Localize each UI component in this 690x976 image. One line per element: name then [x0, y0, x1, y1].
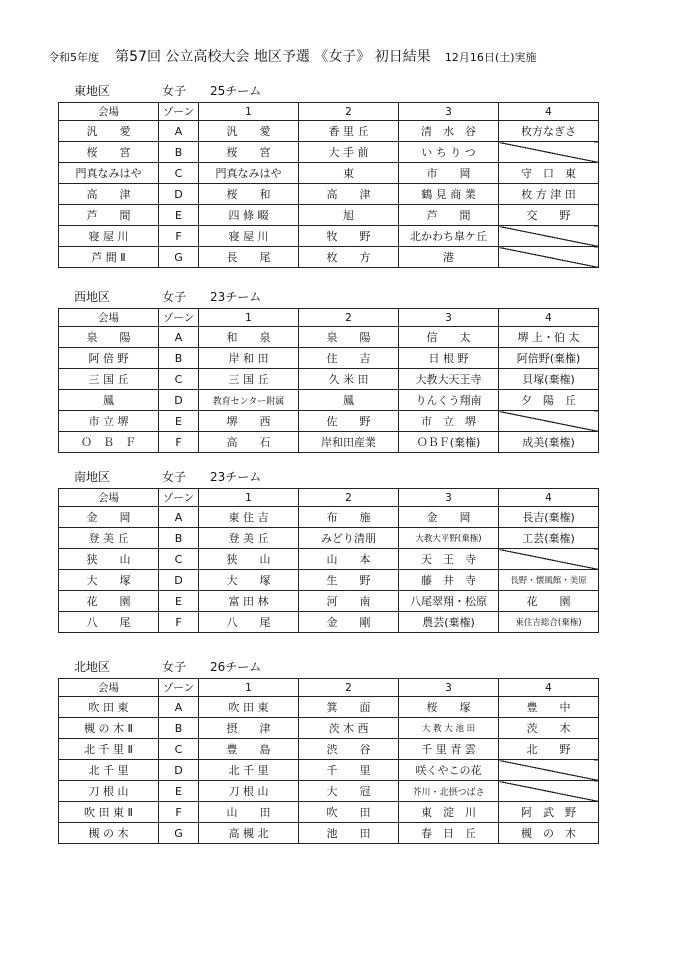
- column-header: 4: [499, 103, 599, 121]
- venue-cell: 寝 屋 川: [59, 226, 159, 247]
- team-cell: 金 岡: [399, 507, 499, 528]
- zone-cell: A: [159, 507, 199, 528]
- team-cell: 大教大天王寺: [399, 369, 499, 390]
- team-cell: 大 手 前: [299, 142, 399, 163]
- table-row: [59, 348, 599, 369]
- team-cell: みどり清朋: [299, 528, 399, 549]
- team-cell: 貝塚(棄権): [499, 369, 599, 390]
- venue-cell: 大 塚: [59, 570, 159, 591]
- empty-slot: [499, 549, 599, 570]
- team-cell: 八 尾: [199, 612, 299, 633]
- team-cell: 北 千 里: [199, 760, 299, 781]
- team-cell: 八尾翠翔・松原: [399, 591, 499, 612]
- team-cell: 茨 木 西: [299, 718, 399, 739]
- zone-cell: C: [159, 369, 199, 390]
- empty-slot: [499, 781, 599, 802]
- team-cell: 芥川・北摂つばさ: [399, 781, 499, 802]
- team-cell: 東: [299, 163, 399, 184]
- table-row: [59, 570, 599, 591]
- gender-label: 女子: [162, 660, 187, 674]
- column-header: 3: [399, 489, 499, 507]
- zone-cell: F: [159, 802, 199, 823]
- table-row: [59, 549, 599, 570]
- team-cell: 大 冠: [299, 781, 399, 802]
- team-cell: 摂 津: [199, 718, 299, 739]
- team-cell: 大教大平野(棄権): [399, 528, 499, 549]
- column-header: 1: [199, 679, 299, 697]
- column-header: 1: [199, 103, 299, 121]
- zone-cell: F: [159, 226, 199, 247]
- table-row: [59, 327, 599, 348]
- team-cell: 桜 宮: [199, 142, 299, 163]
- table-header-row: [59, 309, 599, 327]
- table-row: [59, 612, 599, 633]
- table-row: [59, 411, 599, 432]
- results-table: [58, 102, 599, 268]
- team-cell: 守 口 東: [499, 163, 599, 184]
- district-header: [58, 80, 598, 100]
- team-count: 26チーム: [210, 660, 262, 674]
- zone-cell: B: [159, 142, 199, 163]
- team-cell: 高 槻 北: [199, 823, 299, 844]
- team-cell: 刀 根 山: [199, 781, 299, 802]
- team-cell: 牧 野: [299, 226, 399, 247]
- table-row: [59, 142, 599, 163]
- table-header-row: [59, 103, 599, 121]
- title-main: 第57回 公立高校大会 地区予選 《女子》 初日結果: [115, 49, 431, 65]
- column-header: 1: [199, 309, 299, 327]
- column-header: 2: [299, 103, 399, 121]
- results-table: [58, 678, 599, 844]
- team-cell: りんくう翔南: [399, 390, 499, 411]
- district-name: 南地区: [74, 470, 111, 484]
- team-cell: 大 塚: [199, 570, 299, 591]
- table-row: [59, 718, 599, 739]
- team-cell: 金 剛: [299, 612, 399, 633]
- team-cell: 工芸(棄権): [499, 528, 599, 549]
- district-name: 西地区: [74, 290, 111, 304]
- team-cell: 香 里 丘: [299, 121, 399, 142]
- team-cell: 渋 谷: [299, 739, 399, 760]
- column-header: 会場: [59, 489, 159, 507]
- zone-cell: A: [159, 697, 199, 718]
- team-cell: 交 野: [499, 205, 599, 226]
- zone-cell: D: [159, 570, 199, 591]
- team-cell: 池 田: [299, 823, 399, 844]
- venue-cell: 吹 田 東 Ⅱ: [59, 802, 159, 823]
- zone-cell: D: [159, 390, 199, 411]
- team-cell: 港: [399, 247, 499, 268]
- team-cell: 北かわち皐ケ丘: [399, 226, 499, 247]
- team-cell: 教育センター附属: [199, 390, 299, 411]
- zone-cell: A: [159, 121, 199, 142]
- team-cell: 汎 愛: [199, 121, 299, 142]
- district-name: 東地区: [74, 84, 111, 98]
- empty-slot: [499, 142, 599, 163]
- team-cell: 三 国 丘: [199, 369, 299, 390]
- team-cell: 布 施: [299, 507, 399, 528]
- column-header: 会場: [59, 103, 159, 121]
- title-era: 令和5年度: [48, 51, 99, 64]
- venue-cell: 芦 間: [59, 205, 159, 226]
- team-cell: 枚 方 津 田: [499, 184, 599, 205]
- team-cell: 大 教 大 池 田: [399, 718, 499, 739]
- team-cell: 山 本: [299, 549, 399, 570]
- team-cell: 芦 間: [399, 205, 499, 226]
- column-header: 3: [399, 309, 499, 327]
- venue-cell: 三 国 丘: [59, 369, 159, 390]
- gender-label: 女子: [162, 470, 187, 484]
- column-header: 2: [299, 679, 399, 697]
- zone-cell: C: [159, 549, 199, 570]
- page-title: [48, 46, 648, 66]
- venue-cell: 門真なみはや: [59, 163, 159, 184]
- team-cell: 河 南: [299, 591, 399, 612]
- table-row: [59, 205, 599, 226]
- table-header-row: [59, 489, 599, 507]
- team-cell: 岸和田産業: [299, 432, 399, 453]
- results-table: [58, 488, 599, 633]
- team-cell: 山 田: [199, 802, 299, 823]
- team-cell: 高 津: [299, 184, 399, 205]
- table-header-row: [59, 679, 599, 697]
- table-row: [59, 184, 599, 205]
- table-row: [59, 823, 599, 844]
- zone-cell: E: [159, 411, 199, 432]
- venue-cell: 金 岡: [59, 507, 159, 528]
- table-row: [59, 739, 599, 760]
- column-header: 2: [299, 489, 399, 507]
- empty-slot: [499, 247, 599, 268]
- team-cell: 生 野: [299, 570, 399, 591]
- team-cell: 東住吉総合(棄権): [499, 612, 599, 633]
- table-row: [59, 369, 599, 390]
- column-header: 3: [399, 679, 499, 697]
- zone-cell: E: [159, 205, 199, 226]
- zone-cell: F: [159, 612, 199, 633]
- results-table: [58, 308, 599, 453]
- venue-cell: 高 津: [59, 184, 159, 205]
- team-cell: 箕 面: [299, 697, 399, 718]
- empty-slot: [499, 760, 599, 781]
- venue-cell: Ｏ Ｂ Ｆ: [59, 432, 159, 453]
- team-cell: 春 日 丘: [399, 823, 499, 844]
- team-cell: 旭: [299, 205, 399, 226]
- team-cell: 長吉(棄権): [499, 507, 599, 528]
- zone-cell: C: [159, 739, 199, 760]
- column-header: 4: [499, 489, 599, 507]
- column-header: 2: [299, 309, 399, 327]
- team-cell: 高 石: [199, 432, 299, 453]
- zone-cell: A: [159, 327, 199, 348]
- team-cell: 咲くやこの花: [399, 760, 499, 781]
- venue-cell: 鳳: [59, 390, 159, 411]
- team-cell: 住 吉: [299, 348, 399, 369]
- district-header: [58, 656, 598, 676]
- table-row: [59, 390, 599, 411]
- column-header: ゾーン: [159, 489, 199, 507]
- team-cell: い ち り つ: [399, 142, 499, 163]
- team-cell: 堺 西: [199, 411, 299, 432]
- team-cell: 成美(棄権): [499, 432, 599, 453]
- team-cell: 阿 武 野: [499, 802, 599, 823]
- table-row: [59, 697, 599, 718]
- team-cell: 桜 塚: [399, 697, 499, 718]
- venue-cell: 阿 倍 野: [59, 348, 159, 369]
- team-count: 23チーム: [210, 470, 262, 484]
- team-cell: 登 美 丘: [199, 528, 299, 549]
- district-section: [58, 466, 598, 633]
- zone-cell: B: [159, 348, 199, 369]
- zone-cell: C: [159, 163, 199, 184]
- team-cell: 茨 木: [499, 718, 599, 739]
- team-cell: 藤 井 寺: [399, 570, 499, 591]
- gender-label: 女子: [162, 290, 187, 304]
- table-row: [59, 121, 599, 142]
- table-row: [59, 507, 599, 528]
- venue-cell: 登 美 丘: [59, 528, 159, 549]
- table-row: [59, 591, 599, 612]
- zone-cell: D: [159, 184, 199, 205]
- district-header: [58, 466, 598, 486]
- team-count: 25チーム: [210, 84, 262, 98]
- venue-cell: 八 尾: [59, 612, 159, 633]
- team-cell: 市 立 堺: [399, 411, 499, 432]
- team-cell: 農芸(棄権): [399, 612, 499, 633]
- team-cell: 阿倍野(棄権): [499, 348, 599, 369]
- zone-cell: E: [159, 591, 199, 612]
- team-count: 23チーム: [210, 290, 262, 304]
- venue-cell: 狭 山: [59, 549, 159, 570]
- column-header: 4: [499, 679, 599, 697]
- team-cell: 寝 屋 川: [199, 226, 299, 247]
- zone-cell: B: [159, 528, 199, 549]
- venue-cell: 桜 宮: [59, 142, 159, 163]
- zone-cell: B: [159, 718, 199, 739]
- table-row: [59, 432, 599, 453]
- team-cell: 桜 和: [199, 184, 299, 205]
- team-cell: 吹 田 東: [199, 697, 299, 718]
- venue-cell: 花 園: [59, 591, 159, 612]
- team-cell: 夕 陽 丘: [499, 390, 599, 411]
- team-cell: 千 里 青 雲: [399, 739, 499, 760]
- team-cell: 東 淀 川: [399, 802, 499, 823]
- district-section: [58, 656, 598, 844]
- column-header: 4: [499, 309, 599, 327]
- gender-label: 女子: [162, 84, 187, 98]
- team-cell: 狭 山: [199, 549, 299, 570]
- team-cell: 豊 中: [499, 697, 599, 718]
- venue-cell: 吹 田 東: [59, 697, 159, 718]
- venue-cell: 泉 陽: [59, 327, 159, 348]
- team-cell: 四 條 畷: [199, 205, 299, 226]
- team-cell: ＯＢＦ(棄権): [399, 432, 499, 453]
- venue-cell: 北 千 里 Ⅱ: [59, 739, 159, 760]
- column-header: 1: [199, 489, 299, 507]
- column-header: ゾーン: [159, 679, 199, 697]
- zone-cell: G: [159, 247, 199, 268]
- team-cell: 岸 和 田: [199, 348, 299, 369]
- team-cell: 日 根 野: [399, 348, 499, 369]
- zone-cell: E: [159, 781, 199, 802]
- venue-cell: 汎 愛: [59, 121, 159, 142]
- table-row: [59, 760, 599, 781]
- team-cell: 天 王 寺: [399, 549, 499, 570]
- title-date: 12月16日(土)実施: [444, 51, 537, 64]
- column-header: ゾーン: [159, 309, 199, 327]
- district-header: [58, 286, 598, 306]
- team-cell: 北 野: [499, 739, 599, 760]
- team-cell: 長 尾: [199, 247, 299, 268]
- venue-cell: 芦 間 Ⅱ: [59, 247, 159, 268]
- venue-cell: 北 千 里: [59, 760, 159, 781]
- table-row: [59, 163, 599, 184]
- team-cell: 鳳: [299, 390, 399, 411]
- team-cell: 門真なみはや: [199, 163, 299, 184]
- empty-slot: [499, 411, 599, 432]
- district-name: 北地区: [74, 660, 111, 674]
- column-header: 会場: [59, 309, 159, 327]
- team-cell: 槻 の 木: [499, 823, 599, 844]
- venue-cell: 槻 の 木: [59, 823, 159, 844]
- team-cell: 信 太: [399, 327, 499, 348]
- table-row: [59, 528, 599, 549]
- team-cell: 堺 上・伯 太: [499, 327, 599, 348]
- table-row: [59, 781, 599, 802]
- team-cell: 和 泉: [199, 327, 299, 348]
- district-section: [58, 80, 598, 268]
- table-row: [59, 247, 599, 268]
- team-cell: 泉 陽: [299, 327, 399, 348]
- team-cell: 枚 方: [299, 247, 399, 268]
- team-cell: 久 米 田: [299, 369, 399, 390]
- table-row: [59, 226, 599, 247]
- team-cell: 花 園: [499, 591, 599, 612]
- column-header: ゾーン: [159, 103, 199, 121]
- team-cell: 鶴 見 商 業: [399, 184, 499, 205]
- column-header: 会場: [59, 679, 159, 697]
- team-cell: 市 岡: [399, 163, 499, 184]
- venue-cell: 槻 の 木 Ⅱ: [59, 718, 159, 739]
- team-cell: 東 住 吉: [199, 507, 299, 528]
- venue-cell: 市 立 堺: [59, 411, 159, 432]
- team-cell: 佐 野: [299, 411, 399, 432]
- team-cell: 吹 田: [299, 802, 399, 823]
- venue-cell: 刀 根 山: [59, 781, 159, 802]
- team-cell: 清 水 谷: [399, 121, 499, 142]
- district-section: [58, 286, 598, 453]
- table-row: [59, 802, 599, 823]
- team-cell: 千 里: [299, 760, 399, 781]
- team-cell: 豊 島: [199, 739, 299, 760]
- column-header: 3: [399, 103, 499, 121]
- team-cell: 長野・懐風館・美原: [499, 570, 599, 591]
- team-cell: 富 田 林: [199, 591, 299, 612]
- team-cell: 枚方なぎさ: [499, 121, 599, 142]
- zone-cell: D: [159, 760, 199, 781]
- zone-cell: G: [159, 823, 199, 844]
- empty-slot: [499, 226, 599, 247]
- zone-cell: F: [159, 432, 199, 453]
